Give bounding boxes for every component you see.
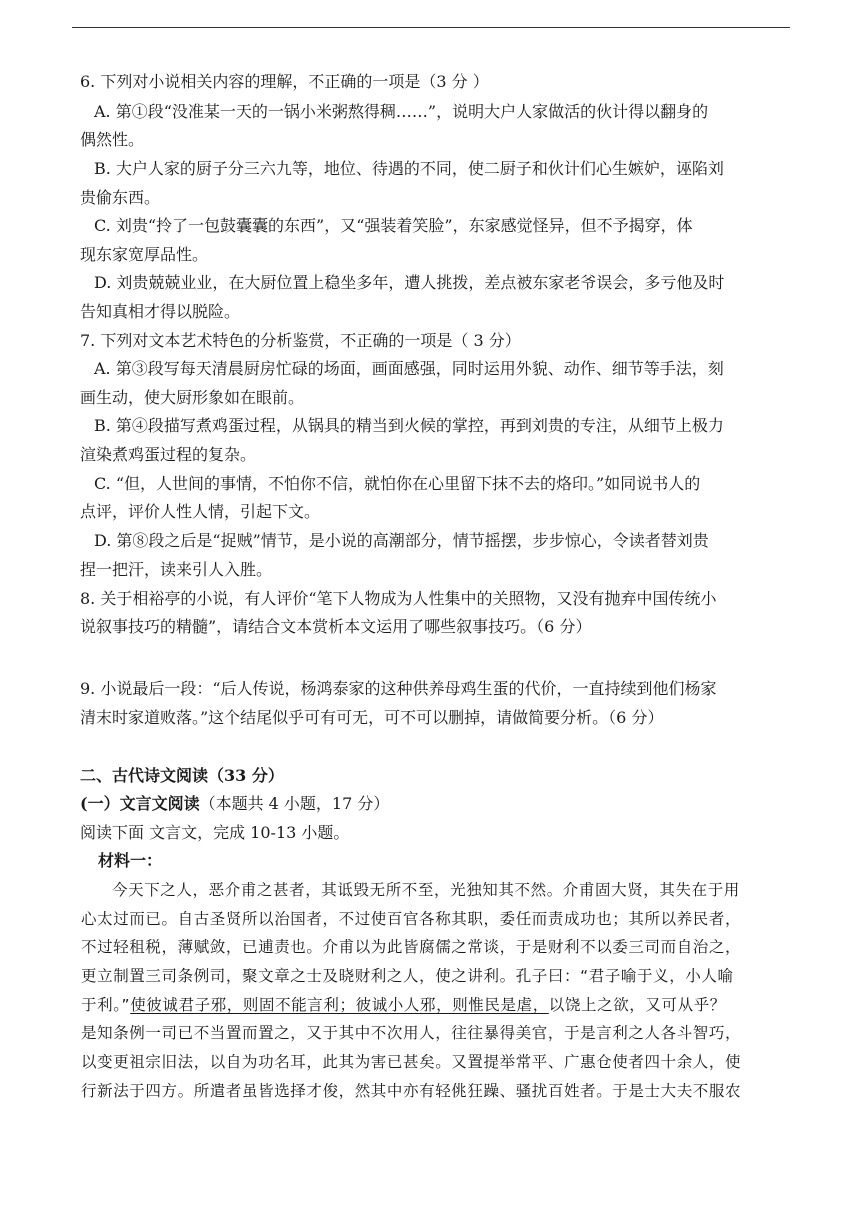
passage-line-6: 是知条例一司已不当置而置之，又于其中不次用人，往往暴得美官，于是言利之人各斗智巧， (81, 1024, 742, 1042)
passage-line-3: 不过轻租税，薄赋敛，已逋责也。介甫以为此皆腐儒之常谈，于是财利不以委三司而自治之， (81, 938, 742, 956)
q9-stem: 9. 小说最后一段：“后人传说，杨鸿泰家的这种供养母鸡生蛋的代价，一直持续到他们杨家 (80, 679, 717, 698)
q7-option-c-cont: 点评，评价人性人情，引起下文。 (80, 502, 321, 521)
passage-line-8: 行新法于四方。所遣者虽皆选择才俊，然其中亦有轻佻狂躁、骚扰百姓者。于是士大夫不服农 (81, 1082, 742, 1100)
q7-option-a-cont: 画生动，使大厨形象如在眼前。 (80, 388, 305, 407)
reading-instruction: 阅读下面 文言文，完成 10-13 小题。 (80, 823, 350, 842)
section-title: 二、古代诗文阅读（33 分） (80, 766, 284, 785)
q7-option-c: C. “但，人世间的事情，不怕你不信，就怕你在心里留下抹不去的烙印。”如同说书人的 (94, 474, 701, 493)
q6-option-b-cont: 贵偷东西。 (80, 188, 161, 207)
material-label: 材料一： (98, 851, 163, 870)
q6-option-a-cont: 偶然性。 (80, 130, 145, 149)
q7-option-d-cont: 捏一把汗，读来引人入胜。 (80, 560, 273, 579)
subsection-note: （本题共 4 小题，17 分） (199, 794, 390, 813)
subsection-heading (80, 794, 389, 814)
passage-line-7: 以变更祖宗旧法，以自为功名耳，此其为害已甚矣。又置提举常平、广惠仓使者四十余人，使 (81, 1053, 742, 1071)
q6-option-c: C. 刘贵“拎了一包鼓囊囊的东西”，又“强装着笑脸”，东家感觉怪异，但不予揭穿，体 (94, 216, 693, 235)
q7-option-d: D. 第⑧段之后是“捉贼”情节，是小说的高潮部分，情节摇摆，步步惊心，令读者替刘贵 (94, 531, 709, 550)
passage-line-5 (81, 995, 726, 1015)
q6-option-c-cont: 现东家宽厚品性。 (80, 245, 209, 264)
passage-line-2: 心太过而已。自古圣贤所以治国者，不过使百官各称其职，委任而责成功也；其所以养民者， (81, 910, 742, 928)
q6-option-d-cont: 告知真相才得以脱险。 (80, 302, 241, 321)
header-rule (72, 27, 790, 28)
q6-option-d: D. 刘贵兢兢业业，在大厨位置上稳坐多年，遭人挑拨，差点被东家老爷误会，多亏他及时 (94, 273, 725, 292)
q6-stem: 6. 下列对小说相关内容的理解，不正确的一项是（3 分 ） (80, 72, 489, 91)
q9-stem-cont: 清末时家道败落。”这个结尾似乎可有可无，可不可以删掉，请做简要分析。（6 分） (80, 708, 664, 727)
q8-stem-cont: 说叙事技巧的精髓”，请结合文本赏析本文运用了哪些叙事技巧。（6 分） (80, 617, 592, 636)
q7-option-b-cont: 渲染煮鸡蛋过程的复杂。 (80, 445, 257, 464)
q6-option-a: A. 第①段“没准某一天的一锅小米粥熬得稠……”，说明大户人家做活的伙计得以翻身的 (94, 102, 709, 121)
q7-option-b: B. 第④段描写煮鸡蛋过程，从锅具的精当到火候的掌控，再到刘贵的专注，从细节上极力 (94, 416, 724, 435)
q8-stem: 8. 关于相裕亭的小说，有人评价“笔下人物成为人性集中的关照物，又没有抛弃中国传统小 (80, 589, 717, 608)
q7-option-a: A. 第③段写每天清晨厨房忙碌的场面，画面感强，同时运用外貌、动作、细节等手法，刻 (94, 359, 724, 378)
underlined-sentence: 使彼诚君子邪，则固不能言利；彼诚小人邪，则惟民是虐， (130, 996, 549, 1014)
q7-stem: 7. 下列对文本艺术特色的分析鉴赏，不正确的一项是（ 3 分） (80, 331, 521, 350)
passage-line-5-end: 以饶上之欲，又可从乎？ (548, 996, 726, 1014)
q6-option-b: B. 大户人家的厨子分三六九等，地位、待遇的不同，使二厨子和伙计们心生嫉妒，诬陷刘 (94, 159, 724, 178)
passage-line-5-start: 于利。” (81, 996, 131, 1014)
subsection-title: (一）文言文阅读 (80, 794, 200, 813)
passage-line-1: 今天下之人，恶介甫之甚者，其诋毁无所不至，光独知其不然。介甫固大贤，其失在于用 (112, 881, 740, 899)
passage-line-4: 更立制置三司条例司，聚文章之士及晓财利之人，使之讲利。孔子曰：“君子喻于义，小人喻 (81, 967, 734, 985)
